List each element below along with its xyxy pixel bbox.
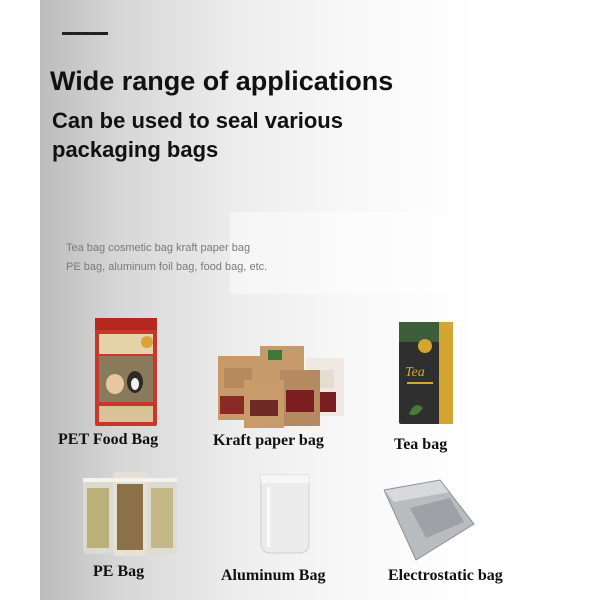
product-label-tea-bag: Tea bag — [394, 436, 448, 453]
pe-bag-image — [83, 472, 177, 556]
product-label-electrostatic-bag: Electrostatic bag — [388, 567, 503, 584]
product-label-pet-food-bag: PET Food Bag — [58, 431, 159, 448]
page-subheading: Can be used to seal various packaging bags — [52, 108, 343, 162]
accent-line — [62, 32, 108, 35]
description-line-1: Tea bag cosmetic bag kraft paper bag — [66, 242, 251, 254]
kraft-paper-bag-image — [214, 340, 348, 428]
faint-band — [230, 212, 525, 294]
tea-bag-image — [399, 322, 453, 424]
tea-bag-text: Tea — [405, 365, 425, 380]
page-heading: Wide range of applications — [50, 66, 394, 96]
product-label-pe-bag: PE Bag — [93, 563, 145, 580]
product-label-aluminum-bag: Aluminum Bag — [221, 567, 326, 584]
electrostatic-bag-image — [380, 478, 478, 562]
product-label-kraft-paper-bag: Kraft paper bag — [213, 432, 324, 449]
aluminum-bag-image — [259, 473, 311, 555]
description-line-2: PE bag, aluminum foil bag, food bag, etc. — [66, 261, 268, 273]
pet-food-bag-image — [95, 318, 157, 426]
left-white-strip — [0, 0, 40, 600]
